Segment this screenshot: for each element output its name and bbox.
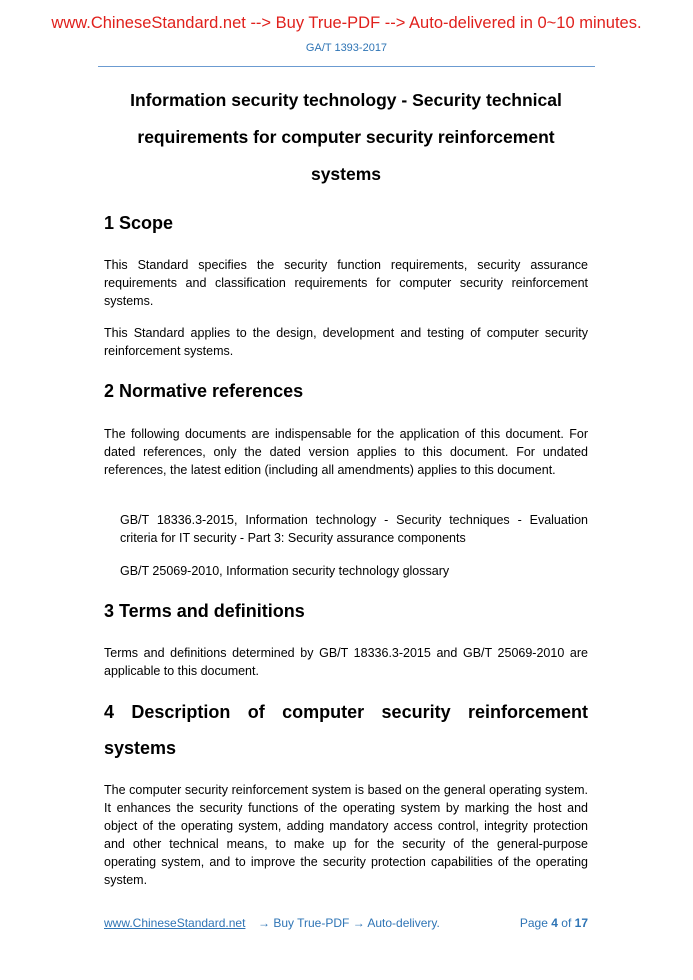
reference-item: GB/T 25069-2010, Information security technology glossary	[120, 564, 450, 578]
header-divider	[98, 66, 595, 67]
promo-banner[interactable]: www.ChineseStandard.net --> Buy True-PDF --> Auto-delivered in 0~10 minutes.	[51, 14, 642, 32]
section-heading-normative-references: 2 Normative references	[104, 381, 304, 401]
page-label: Page	[519, 916, 548, 930]
footer-promo-text: → Buy True-PDF → Auto-delivery.	[258, 916, 440, 930]
normative-paragraph: The following documents are indispensable for the application of this document. For dated references, only the dated version applies to this document. For undated references, the latest edition (including all amendments) applies to this document.	[104, 427, 588, 477]
section-heading-description-cont: systems	[104, 738, 177, 758]
section-heading-description: 4 Description of computer security reinforcement	[104, 702, 588, 722]
section-heading-terms: 3 Terms and definitions	[104, 601, 305, 621]
section-heading-scope: 1 Scope	[104, 213, 174, 233]
standard-code: GA/T 1393-2017	[305, 42, 388, 54]
scope-paragraph-1: This Standard specifies the security function requirements, security assurance requirements and classification requirements for computer security reinforcement systems.	[104, 258, 588, 308]
current-page-number: 4	[551, 916, 558, 930]
description-paragraph: The computer security reinforcement system is based on the general operating system. It enhances the security functions of the operating system by marking the host and object of the operating system, adding mandatory access control, integrity protection and other technical means, to make up for the security of the general-purpose operating system, and to improve the security protection capabilities of the operating system.	[104, 783, 588, 887]
page-indicator	[520, 916, 588, 930]
of-label: of	[561, 916, 572, 930]
footer-site-link[interactable]: www.ChineseStandard.net	[104, 916, 246, 930]
terms-paragraph: Terms and definitions determined by GB/T 18336.3-2015 and GB/T 25069-2010 are applicable to this document.	[104, 646, 588, 678]
reference-item: GB/T 18336.3-2015, Information technology - Security techniques - Evaluation criteria for IT security - Part 3: Security assurance components	[120, 513, 588, 545]
page-footer	[104, 916, 588, 934]
document-title: Information security technology - Security technical requirements for computer security reinforcement systems	[130, 90, 562, 184]
total-pages: 17	[574, 916, 588, 930]
scope-paragraph-2: This Standard applies to the design, development and testing of computer security reinforcement systems.	[104, 326, 588, 358]
